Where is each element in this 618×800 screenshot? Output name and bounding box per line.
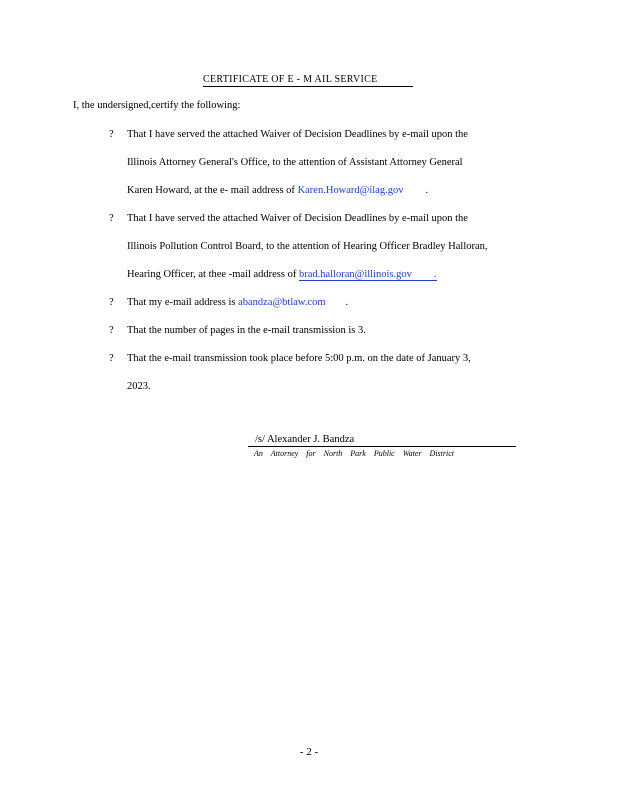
bullet-icon: ? [109,353,114,364]
item-line: Illinois Attorney General's Office, to the attention of Assistant Attorney General [127,157,463,168]
item-text: . [425,185,429,196]
item-line [127,261,539,289]
certificate-title: CERTIFICATE OF E - M AIL SERVICE [203,74,413,87]
list-item-body [127,317,539,345]
item-line: That the number of pages in the e-mail transmission is 3. [127,325,366,336]
list-item [109,128,539,205]
item-text: . [345,297,349,308]
item-line [127,177,539,205]
signature-name: /s/ Alexander J. Bandza [248,434,516,447]
bullet-icon: ? [109,325,114,336]
bullet-icon: ? [109,297,114,308]
item-text: That my e-mail address is [127,297,239,308]
list-item-body [127,121,539,205]
list-item [109,296,539,317]
signature-block [248,434,516,458]
list-item-body [127,289,539,317]
email-link[interactable] [299,269,437,281]
item-line: That the e-mail transmission took place before 5:00 p.m. on the date of January 3, [127,353,471,364]
list-item-body [127,205,539,289]
email-link-text[interactable]: brad.halloran@illinois.gov [298,269,412,280]
intro-text: I, the undersigned,certify the following: [73,100,241,111]
email-link[interactable]: abandza@btlaw.com [238,297,326,308]
item-text: Hearing Officer, at thee -mail address of [127,269,299,280]
email-link[interactable]: Karen.Howard@ilag.gov [297,185,404,196]
item-line: 2023. [127,381,151,392]
item-text: Karen Howard, at the e- mail address of [127,185,298,196]
bullet-icon: ? [109,129,114,140]
page-number: - 2 - [299,746,319,758]
list-item [109,212,539,289]
list-item [109,352,539,401]
item-line: That I have served the attached Waiver of Decision Deadlines by e-mail upon the [127,213,468,224]
list-item [109,324,539,345]
signature-role: An Attorney for North Park Public Water District [254,449,454,458]
item-text: . [433,269,437,280]
item-line [127,289,539,317]
item-line: Illinois Pollution Control Board, to the attention of Hearing Officer Bradley Halloran, [127,241,488,252]
list-item-body [127,345,539,401]
bullet-icon: ? [109,213,114,224]
item-line: That I have served the attached Waiver of Decision Deadlines by e-mail upon the [127,129,468,140]
